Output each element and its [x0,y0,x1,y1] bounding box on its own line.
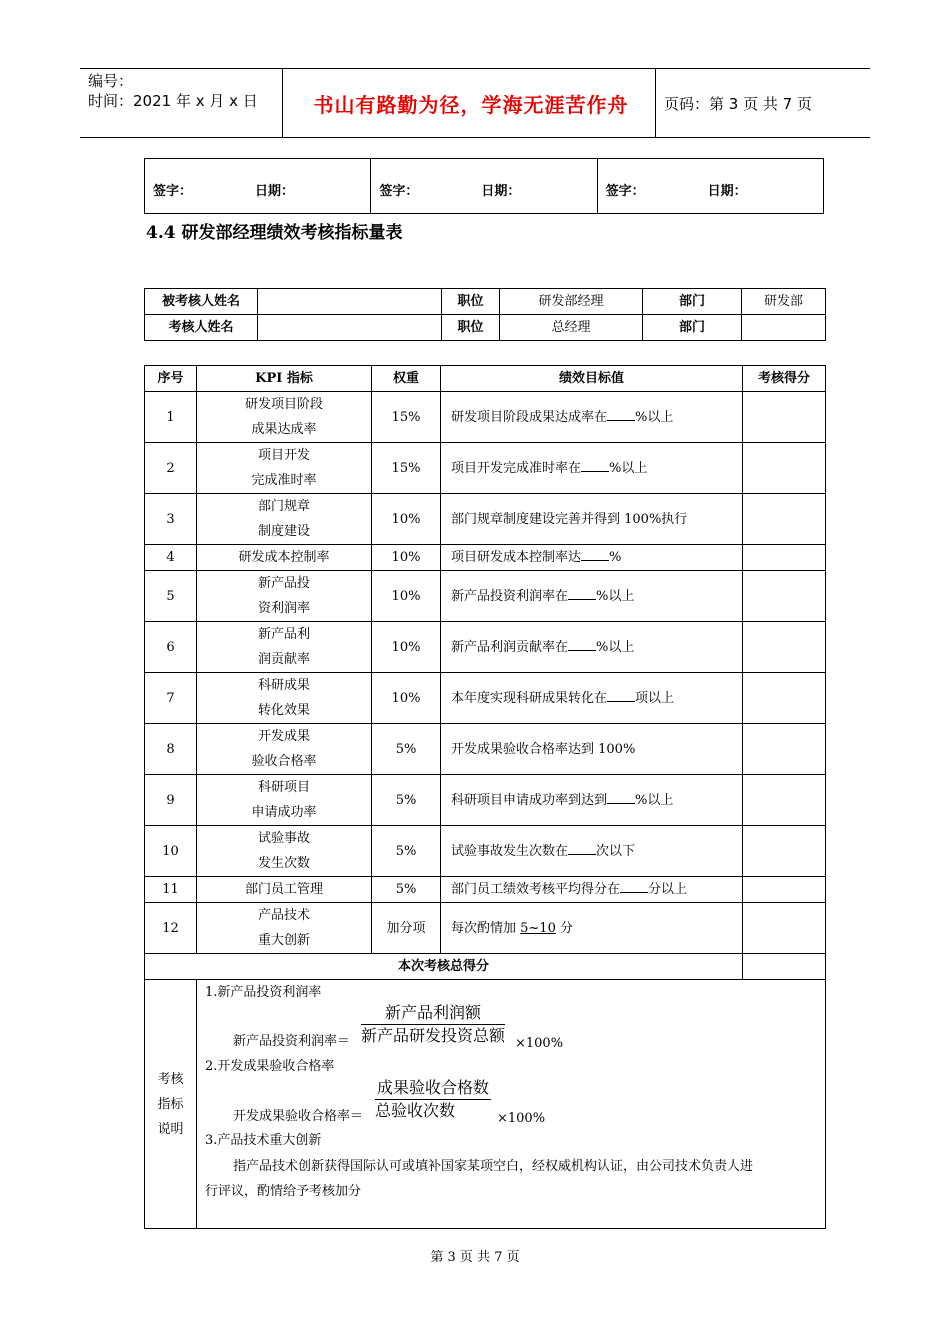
fill-in-blank [607,789,635,804]
column-header: 序号 [145,366,197,392]
notes-label-line: 说明 [157,1121,184,1137]
kpi-target [441,903,743,954]
notes-content-cell [197,980,826,1229]
date-label: 日期： [255,184,295,199]
kpi-row [145,571,826,622]
position-label: 职位 [442,315,500,341]
kpi-target-text: 项以上 [635,690,675,706]
kpi-name-line: 验收合格率 [251,754,317,769]
kpi-target-text: %以上 [635,792,674,808]
examinee-name-value [258,289,442,315]
kpi-target-text: %以上 [609,460,648,476]
header-meta [88,71,258,111]
notes-label [145,980,196,1228]
kpi-name-line: 润贡献率 [257,652,310,667]
kpi-target-text: 本年度实现科研成果转化在 [451,690,608,706]
kpi-name-line: 研发成本控制率 [238,550,330,565]
kpi-name-line: 完成准时率 [251,473,317,488]
kpi-weight: 5% [372,724,441,775]
kpi-weight: 15% [372,392,441,443]
kpi-score [743,622,826,673]
kpi-target [441,392,743,443]
examinee-position-value: 研发部经理 [500,289,643,315]
kpi-target [441,877,743,903]
kpi-name-line: 开发成果 [257,729,310,744]
kpi-target-text: 新产品利润贡献率在 [451,639,569,655]
kpi-score [743,826,826,877]
note-3-text-line: 行评议，酌情给予考核加分 [205,1184,362,1199]
examinee-name-label: 被考核人姓名 [145,289,258,315]
note-1-title: 1.新产品投资利润率 [205,985,322,1000]
kpi-target-text: 项目研发成本控制率达 [451,550,582,565]
document-time-label: 时间：2021 年 x 月 x 日 [88,92,258,110]
kpi-name-line: 新产品投 [257,576,310,591]
kpi-score [743,571,826,622]
row-number: 2 [145,443,197,494]
kpi-row [145,775,826,826]
signature-cell [145,159,371,213]
kpi-name-line: 申请成功率 [251,805,317,820]
page-header [80,68,870,138]
fill-in-blank [568,636,596,651]
kpi-target-text: 每次酌情加 [451,920,521,936]
kpi-score [743,392,826,443]
kpi-name [197,903,372,954]
formula-1-lhs: 新产品投资利润率＝ [233,1034,351,1049]
formula-2-numerator: 成果验收合格数 [375,1077,491,1100]
formula-2-denominator: 总验收次数 [375,1101,456,1120]
kpi-target-text: 项目开发完成准时率在 [451,460,582,476]
examiner-dept-value [742,315,826,341]
examiner-position-value: 总经理 [500,315,643,341]
sign-label: 签字： [153,184,193,199]
row-number: 12 [145,903,197,954]
kpi-name-line: 研发项目阶段 [244,397,323,412]
examiner-name-label: 考核人姓名 [145,315,258,341]
examinee-info-table [144,288,826,341]
position-label: 职位 [442,289,500,315]
kpi-name-line: 部门规章 [257,499,310,514]
kpi-target-text: 次以下 [596,843,636,859]
formula-1-fraction [361,1002,505,1047]
formula-1-denominator: 新产品研发投资总额 [361,1026,506,1045]
kpi-target [441,443,743,494]
kpi-target-text: %以上 [635,409,674,425]
kpi-target-text: 分以上 [648,882,688,897]
formula-1-numerator: 新产品利润额 [361,1002,505,1025]
fill-in-blank [607,406,635,421]
kpi-target-text: 试验事故发生次数在 [451,843,569,859]
date-label: 日期： [481,184,521,199]
kpi-weight: 10% [372,673,441,724]
kpi-name [197,571,372,622]
document-number-label: 编号： [88,72,134,90]
kpi-row [145,443,826,494]
kpi-name-line: 项目开发 [257,448,310,463]
column-header: 绩效目标值 [441,366,743,392]
kpi-weight: 10% [372,571,441,622]
note-2-title: 2.开发成果验收合格率 [205,1059,335,1074]
kpi-name [197,775,372,826]
kpi-target-text: 部门员工绩效考核平均得分在 [451,882,621,897]
notes-label-line: 考核 [157,1071,184,1087]
kpi-name-line: 制度建设 [257,524,310,539]
formula-2-multiplier: ×100% [497,1111,546,1126]
total-score-value [743,954,826,980]
kpi-target-value: 5~10 [520,920,556,936]
kpi-row [145,494,826,545]
kpi-rows [145,392,826,954]
kpi-name [197,392,372,443]
header-divider [655,69,656,137]
dept-label: 部门 [643,289,742,315]
kpi-target-text: %以上 [596,588,635,604]
signature-cell [598,159,823,213]
kpi-row [145,724,826,775]
kpi-row [145,673,826,724]
page-footer: 第 3 页 共 7 页 [430,1250,520,1265]
kpi-row [145,622,826,673]
kpi-name-line: 部门员工管理 [244,882,323,897]
kpi-score [743,673,826,724]
kpi-target [441,571,743,622]
examinee-dept-value: 研发部 [742,289,826,315]
kpi-score [743,443,826,494]
column-header: 权重 [372,366,441,392]
kpi-row [145,545,826,571]
signature-box [144,158,824,214]
kpi-name [197,443,372,494]
kpi-score [743,494,826,545]
kpi-target-text: 科研项目申请成功率到达到 [451,792,608,808]
kpi-name-line: 试验事故 [257,831,310,846]
kpi-weight: 10% [372,545,441,571]
total-row [145,954,826,980]
row-number: 8 [145,724,197,775]
row-number: 4 [145,545,197,571]
kpi-table [144,365,826,1229]
formula-2-fraction [375,1077,491,1122]
kpi-target-text: 部门规章制度建设完善并得到 100%执行 [451,511,688,527]
row-number: 5 [145,571,197,622]
sign-label: 签字： [605,184,645,199]
formula-1-multiplier: ×100% [515,1036,564,1051]
kpi-weight: 5% [372,877,441,903]
fill-in-blank [581,546,609,561]
kpi-name-line: 科研成果 [257,678,310,693]
kpi-name [197,877,372,903]
fill-in-blank [568,585,596,600]
kpi-score [743,724,826,775]
fill-in-blank [568,840,596,855]
kpi-weight: 5% [372,775,441,826]
kpi-name-line: 科研项目 [257,780,310,795]
column-header: 考核得分 [743,366,826,392]
kpi-score [743,903,826,954]
kpi-target-text: 新产品投资利润率在 [451,588,569,604]
fill-in-blank [607,687,635,702]
kpi-name-line: 新产品利 [257,627,310,642]
notes-row [145,980,826,1229]
note-3-text-line: 指产品技术创新获得国际认可或填补国家某项空白，经权威机构认证，由公司技术负责人进 [233,1159,754,1174]
notes-label-cell [145,980,197,1229]
examiner-name-value [258,315,442,341]
kpi-target [441,775,743,826]
header-page-number: 页码：第 3 页 共 7 页 [664,94,812,113]
total-score-label: 本次考核总得分 [145,954,743,980]
section-title: 4.4 研发部经理绩效考核指标量表 [146,223,403,243]
row-number: 10 [145,826,197,877]
kpi-name [197,494,372,545]
kpi-weight: 加分项 [372,903,441,954]
signature-cell [371,159,597,213]
kpi-score [743,775,826,826]
kpi-name [197,673,372,724]
kpi-target-text: 开发成果验收合格率达到 100% [451,741,636,757]
row-number: 6 [145,622,197,673]
kpi-weight: 10% [372,494,441,545]
kpi-score [743,877,826,903]
kpi-target [441,826,743,877]
table-row [145,289,826,315]
header-motto: 书山有路勤为径，学海无涯苦作舟 [313,92,629,117]
kpi-row [145,877,826,903]
notes-label-line: 指标 [157,1096,184,1112]
fill-in-blank [581,457,609,472]
formula-2-lhs: 开发成果验收合格率＝ [233,1109,364,1124]
kpi-target [441,494,743,545]
kpi-row [145,826,826,877]
kpi-target-text: % [609,550,622,565]
kpi-name [197,724,372,775]
date-label: 日期： [707,184,747,199]
sign-label: 签字： [379,184,419,199]
kpi-name [197,622,372,673]
kpi-target [441,673,743,724]
row-number: 1 [145,392,197,443]
kpi-name [197,545,372,571]
kpi-name-line: 产品技术 [257,908,310,923]
kpi-target-text: 研发项目阶段成果达成率在 [451,409,608,425]
table-row [145,315,826,341]
fill-in-blank [620,878,648,893]
row-number: 11 [145,877,197,903]
kpi-name-line: 成果达成率 [251,422,317,437]
kpi-target [441,724,743,775]
kpi-target [441,545,743,571]
header-divider [282,69,283,137]
kpi-name [197,826,372,877]
kpi-name-line: 转化效果 [257,703,310,718]
row-number: 9 [145,775,197,826]
kpi-name-line: 资利润率 [257,601,310,616]
kpi-weight: 5% [372,826,441,877]
kpi-score [743,545,826,571]
note-3-title: 3.产品技术重大创新 [205,1133,322,1148]
kpi-target-text: 分 [555,920,573,936]
kpi-target-text: %以上 [596,639,635,655]
dept-label: 部门 [643,315,742,341]
kpi-weight: 10% [372,622,441,673]
row-number: 7 [145,673,197,724]
column-header: KPI 指标 [197,366,372,392]
kpi-row [145,903,826,954]
row-number: 3 [145,494,197,545]
kpi-target [441,622,743,673]
kpi-weight: 15% [372,443,441,494]
kpi-name-line: 重大创新 [257,933,310,948]
kpi-name-line: 发生次数 [257,856,310,871]
kpi-row [145,392,826,443]
table-header-row [145,366,826,392]
